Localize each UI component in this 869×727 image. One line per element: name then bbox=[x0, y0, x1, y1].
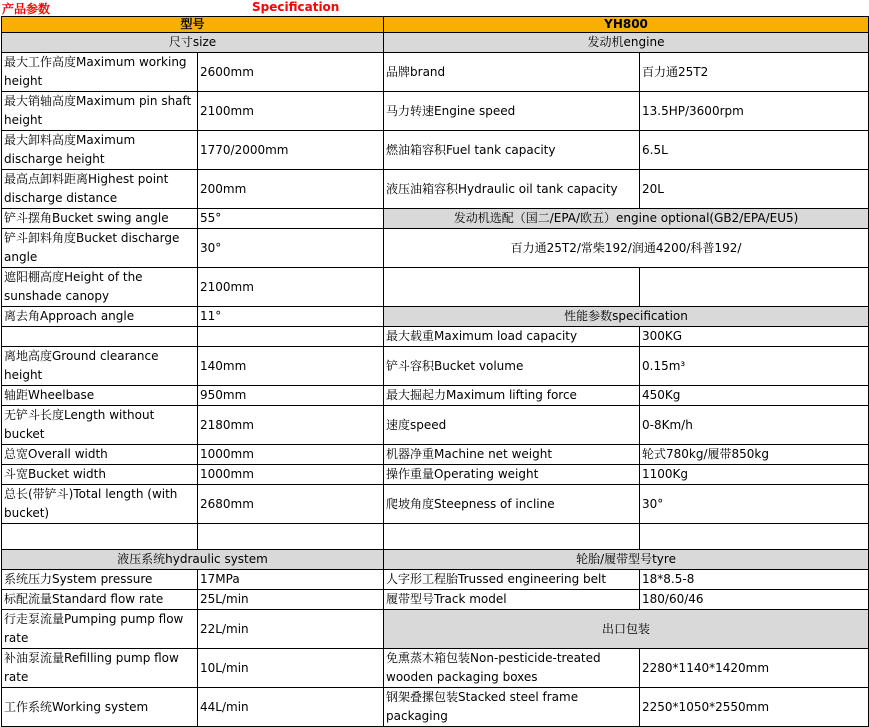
table-row bbox=[2, 268, 869, 307]
pack-label: 免熏蒸木箱包装Non-pesticide-treated wooden packaging boxes bbox=[384, 649, 640, 688]
specification-title: Specification bbox=[252, 0, 340, 14]
size-label: 离地高度Ground clearance height bbox=[2, 347, 198, 386]
pack-label: 钢架叠摞包装Stacked steel frame packaging bbox=[384, 688, 640, 727]
hyd-label: 系统压力System pressure bbox=[2, 570, 198, 590]
blank-row bbox=[2, 524, 869, 550]
perf-value: 轮式780kg/履带850kg bbox=[640, 445, 869, 465]
empty-cell bbox=[198, 524, 384, 550]
engine-label: 燃油箱容积Fuel tank capacity bbox=[384, 131, 640, 170]
hydraulic-section-header: 液压系统hydraulic system bbox=[2, 550, 384, 570]
tyre-value: 180/60/46 bbox=[640, 590, 869, 610]
perf-value: 300KG bbox=[640, 327, 869, 347]
hyd-label: 补油泵流量Refilling pump flow rate bbox=[2, 649, 198, 688]
table-row bbox=[2, 229, 869, 268]
size-value: 2100mm bbox=[198, 92, 384, 131]
size-label: 离去角Approach angle bbox=[2, 307, 198, 327]
hyd-value: 44L/min bbox=[198, 688, 384, 727]
tyre-section-header: 轮胎/履带型号tyre bbox=[384, 550, 869, 570]
size-label: 总长(带铲斗)Total length (with bucket) bbox=[2, 485, 198, 524]
tyre-value: 18*8.5-8 bbox=[640, 570, 869, 590]
table-row bbox=[2, 570, 869, 590]
size-value: 1000mm bbox=[198, 465, 384, 485]
size-value: 200mm bbox=[198, 170, 384, 209]
engine-value: 13.5HP/3600rpm bbox=[640, 92, 869, 131]
hyd-value: 25L/min bbox=[198, 590, 384, 610]
size-value: 140mm bbox=[198, 347, 384, 386]
table-row bbox=[2, 327, 869, 347]
model-label: 型号 bbox=[2, 17, 384, 33]
perf-value: 450Kg bbox=[640, 386, 869, 406]
engine-value: 20L bbox=[640, 170, 869, 209]
perf-value: 0-8Km/h bbox=[640, 406, 869, 445]
table-row bbox=[2, 688, 869, 727]
hyd-value: 22L/min bbox=[198, 610, 384, 649]
perf-label: 操作重量Operating weight bbox=[384, 465, 640, 485]
tyre-label: 履带型号Track model bbox=[384, 590, 640, 610]
hyd-value: 17MPa bbox=[198, 570, 384, 590]
section-row bbox=[2, 33, 869, 53]
size-value: 30° bbox=[198, 229, 384, 268]
table-row bbox=[2, 170, 869, 209]
size-value: 1770/2000mm bbox=[198, 131, 384, 170]
engine-section-header: 发动机engine bbox=[384, 33, 869, 53]
perf-value: 1100Kg bbox=[640, 465, 869, 485]
size-section-header: 尺寸size bbox=[2, 33, 384, 53]
engine-label: 液压油箱容积Hydraulic oil tank capacity bbox=[384, 170, 640, 209]
empty-cell bbox=[640, 524, 869, 550]
engine-value: 6.5L bbox=[640, 131, 869, 170]
size-value: 11° bbox=[198, 307, 384, 327]
size-value: 2680mm bbox=[198, 485, 384, 524]
size-label: 无铲斗长度Length without bucket bbox=[2, 406, 198, 445]
hyd-value: 10L/min bbox=[198, 649, 384, 688]
empty-cell bbox=[384, 268, 640, 307]
size-label: 斗宽Bucket width bbox=[2, 465, 198, 485]
size-label: 最高点卸料距离Highest point discharge distance bbox=[2, 170, 198, 209]
table-row bbox=[2, 209, 869, 229]
table-row bbox=[2, 649, 869, 688]
empty-cell bbox=[2, 524, 198, 550]
pack-value: 2280*1140*1420mm bbox=[640, 649, 869, 688]
size-value: 1000mm bbox=[198, 445, 384, 465]
size-value: 2180mm bbox=[198, 406, 384, 445]
engine-optional-value: 百力通25T2/常柴192/润通4200/科普192/ bbox=[384, 229, 869, 268]
table-row bbox=[2, 92, 869, 131]
size-value: 55° bbox=[198, 209, 384, 229]
section-row bbox=[2, 550, 869, 570]
empty-cell bbox=[640, 268, 869, 307]
table-row bbox=[2, 53, 869, 92]
table-row bbox=[2, 485, 869, 524]
model-row bbox=[2, 17, 869, 33]
top-header bbox=[0, 0, 869, 16]
tyre-label: 人字形工程胎Trussed engineering belt bbox=[384, 570, 640, 590]
table-row bbox=[2, 610, 869, 649]
perf-label: 机器净重Machine net weight bbox=[384, 445, 640, 465]
size-label bbox=[2, 327, 198, 347]
size-label: 遮阳棚高度Height of the sunshade canopy bbox=[2, 268, 198, 307]
engine-value: 百力通25T2 bbox=[640, 53, 869, 92]
table-row bbox=[2, 386, 869, 406]
performance-section-header: 性能参数specification bbox=[384, 307, 869, 327]
size-value: 950mm bbox=[198, 386, 384, 406]
product-params-title: 产品参数 bbox=[2, 2, 51, 16]
empty-cell bbox=[384, 524, 640, 550]
size-label: 轴距Wheelbase bbox=[2, 386, 198, 406]
size-label: 铲斗摆角Bucket swing angle bbox=[2, 209, 198, 229]
hyd-label: 行走泵流量Pumping pump flow rate bbox=[2, 610, 198, 649]
table-row bbox=[2, 307, 869, 327]
size-value bbox=[198, 327, 384, 347]
engine-label: 品牌brand bbox=[384, 53, 640, 92]
table-row bbox=[2, 347, 869, 386]
table-row bbox=[2, 465, 869, 485]
hyd-label: 标配流量Standard flow rate bbox=[2, 590, 198, 610]
size-label: 最大卸料高度Maximum discharge height bbox=[2, 131, 198, 170]
table-row bbox=[2, 590, 869, 610]
engine-label: 马力转速Engine speed bbox=[384, 92, 640, 131]
perf-value: 30° bbox=[640, 485, 869, 524]
size-label: 最大销轴高度Maximum pin shaft height bbox=[2, 92, 198, 131]
table-row bbox=[2, 445, 869, 465]
hyd-label: 工作系统Working system bbox=[2, 688, 198, 727]
perf-label: 爬坡角度Steepness of incline bbox=[384, 485, 640, 524]
size-label: 最大工作高度Maximum working height bbox=[2, 53, 198, 92]
perf-label: 最大载重Maximum load capacity bbox=[384, 327, 640, 347]
pack-value: 2250*1050*2550mm bbox=[640, 688, 869, 727]
perf-label: 铲斗容积Bucket volume bbox=[384, 347, 640, 386]
table-row bbox=[2, 406, 869, 445]
size-value: 2100mm bbox=[198, 268, 384, 307]
spec-table bbox=[1, 16, 869, 727]
model-value: YH800 bbox=[384, 17, 869, 33]
export-section-header: 出口包装 bbox=[384, 610, 869, 649]
perf-label: 最大掘起力Maximum lifting force bbox=[384, 386, 640, 406]
perf-value: 0.15m³ bbox=[640, 347, 869, 386]
table-row bbox=[2, 131, 869, 170]
size-label: 总宽Overall width bbox=[2, 445, 198, 465]
engine-optional-header: 发动机选配（国二/EPA/欧五）engine optional(GB2/EPA/EU5) bbox=[384, 209, 869, 229]
size-label: 铲斗卸料角度Bucket discharge angle bbox=[2, 229, 198, 268]
perf-label: 速度speed bbox=[384, 406, 640, 445]
size-value: 2600mm bbox=[198, 53, 384, 92]
